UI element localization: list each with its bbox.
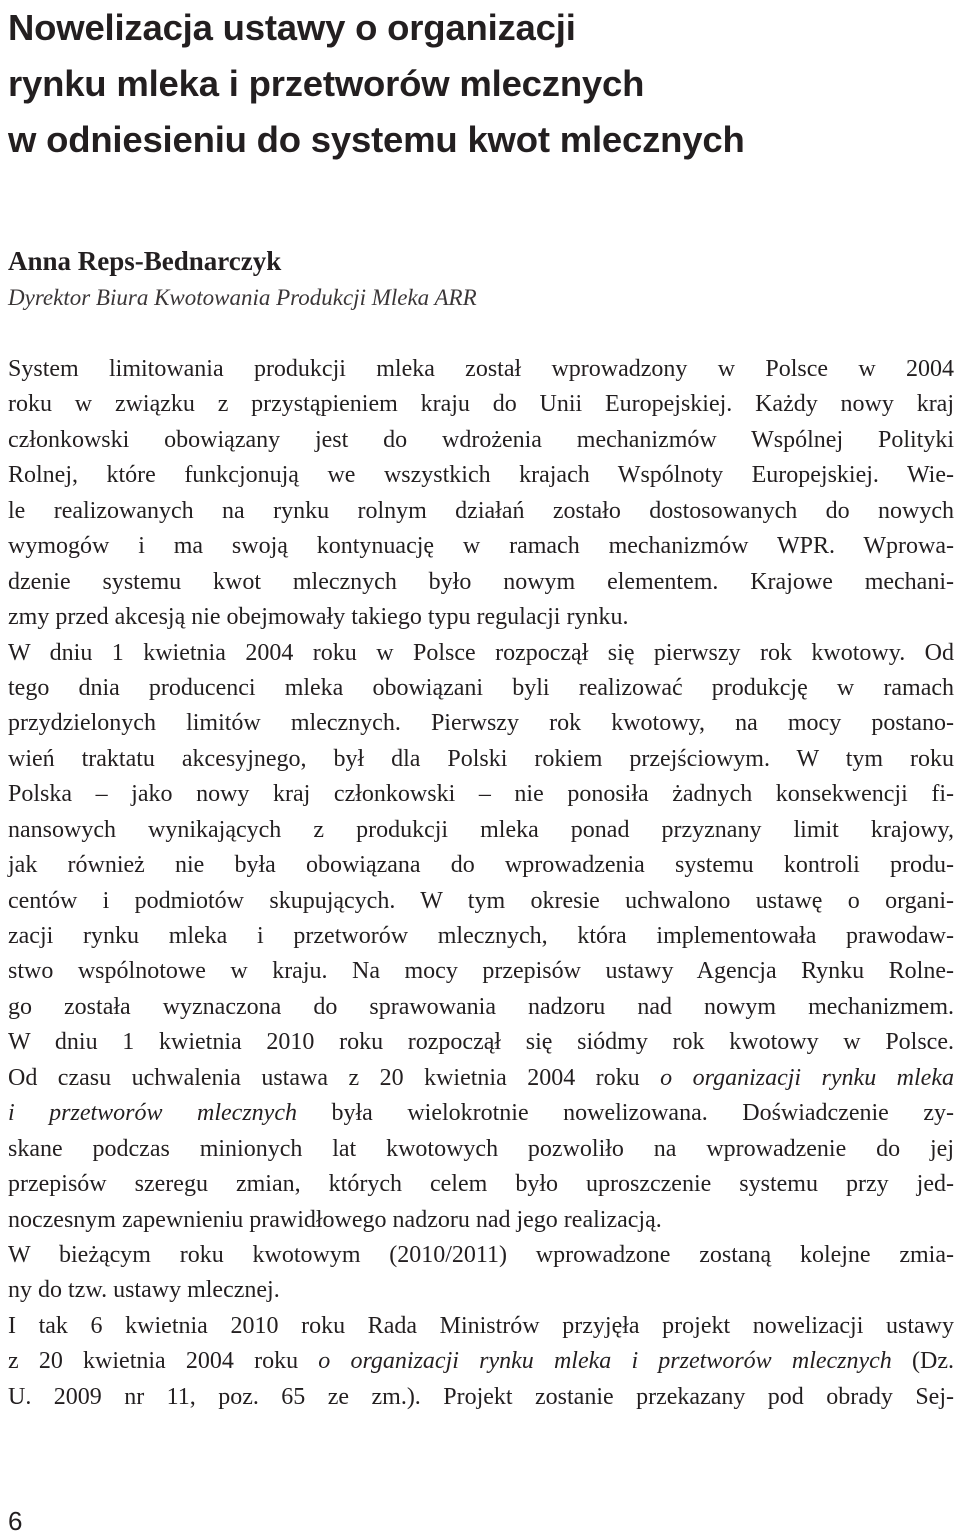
body-line: go została wyznaczona do sprawowania nadzoru nad nowym mechanizmem. (8, 993, 954, 1020)
body-line: członkowski obowiązany jest do wdrożenia mechanizmów Wspólnej Polityki (8, 426, 954, 453)
body-line: System limitowania produkcji mleka został wprowadzony w Polsce w 2004 (8, 356, 954, 382)
body-line: roku w związku z przystąpieniem kraju do Unii Europejskiej. Każdy nowy kraj (8, 391, 954, 418)
author-name: Anna Reps-Bednarczyk (8, 246, 282, 276)
body-line: Rolnej, które funkcjonują we wszystkich krajach Wspólnoty Europejskiej. Wie- (8, 462, 954, 489)
law-title-italic: i przetworów mlecznych (8, 1100, 297, 1127)
body-text-run: Od czasu uchwalenia ustawa z 20 kwietnia 2004 roku (8, 1064, 661, 1091)
title-line: w odniesieniu do systemu kwot mlecznych (8, 119, 745, 160)
article-title (8, 0, 954, 168)
title-line: rynku mleka i przetworów mlecznych (8, 63, 645, 104)
body-line: skane podczas minionych lat kwotowych pozwoliło na wprowadzenie do jej (8, 1135, 954, 1162)
body-line: zmy przed akcesją nie obejmowały takiego typu regulacji rynku. (8, 604, 629, 631)
body-line: stwo wspólnotowe w kraju. Na mocy przepisów ustawy Agencja Rynku Rolne- (8, 958, 954, 985)
document-page (8, 0, 954, 1410)
body-line: nansowych wynikających z produkcji mleka ponad przyznany limit krajowy, (8, 816, 954, 843)
body-line: wień traktatu akcesyjnego, był dla Polski rokiem przejściowym. W tym roku (8, 745, 954, 772)
body-line: W bieżącym roku kwotowym (2010/2011) wprowadzone zostaną kolejne zmia- (8, 1241, 954, 1268)
body-line: jak również nie była obowiązana do wprowadzenia systemu kontroli produ- (8, 852, 954, 879)
title-line: Nowelizacja ustawy o organizacji (8, 7, 576, 48)
body-line (8, 1344, 954, 1379)
law-title-italic: o organizacji rynku mleka i przetworów mlecznych (318, 1348, 892, 1375)
body-line: wymogów i ma swoją kontynuację w ramach mechanizmów WPR. Wprowa- (8, 533, 954, 560)
body-line: W dniu 1 kwietnia 2004 roku w Polsce rozpoczął się pierwszy rok kwotowy. Od (8, 639, 954, 666)
body-text-run: (Dz. (891, 1348, 954, 1375)
author-affiliation: Dyrektor Biura Kwotowania Produkcji Mleka ARR (8, 285, 477, 310)
body-line: noczesnym zapewnieniu prawidłowego nadzoru nad jego realizacją. (8, 1206, 662, 1233)
body-line: ny do tzw. ustawy mlecznej. (8, 1277, 280, 1304)
body-line: dzenie systemu kwot mlecznych było nowym elementem. Krajowe mechani- (8, 568, 954, 595)
page-number: 6 (8, 1506, 23, 1536)
law-title-italic: o organizacji rynku mleka (660, 1064, 954, 1091)
body-line: centów i podmiotów skupujących. W tym okresie uchwalono ustawę o organi- (8, 887, 954, 914)
body-text-run: była wielokrotnie nowelizowana. Doświadczenie zy- (296, 1100, 954, 1127)
body-line: zacji rynku mleka i przetworów mlecznych, która implementowała prawodaw- (8, 923, 954, 949)
body-line: le realizowanych na rynku rolnym działań zostało dostosowanych do nowych (8, 497, 954, 524)
body-line (8, 1096, 954, 1131)
body-line (8, 1061, 954, 1096)
body-text-run: z 20 kwietnia 2004 roku (8, 1348, 319, 1375)
body-line: I tak 6 kwietnia 2010 roku Rada Ministrów przyjęła projekt nowelizacji ustawy (8, 1312, 954, 1339)
body-line: W dniu 1 kwietnia 2010 roku rozpoczął się siódmy rok kwotowy w Polsce. (8, 1029, 954, 1056)
body-line: Polska – jako nowy kraj członkowski – nie ponosiła żadnych konsekwencji fi- (8, 781, 954, 808)
body-line: przepisów szeregu zmian, których celem było uproszczenie systemu przy jed- (8, 1171, 954, 1198)
body-line: przydzielonych limitów mlecznych. Pierwszy rok kwotowy, na mocy postano- (8, 710, 954, 737)
body-line: U. 2009 nr 11, poz. 65 ze zm.). Projekt zostanie przekazany pod obrady Sej- (8, 1383, 954, 1410)
article-body (8, 352, 954, 1415)
body-line: tego dnia producenci mleka obowiązani byli realizować produkcję w ramach (8, 674, 954, 701)
